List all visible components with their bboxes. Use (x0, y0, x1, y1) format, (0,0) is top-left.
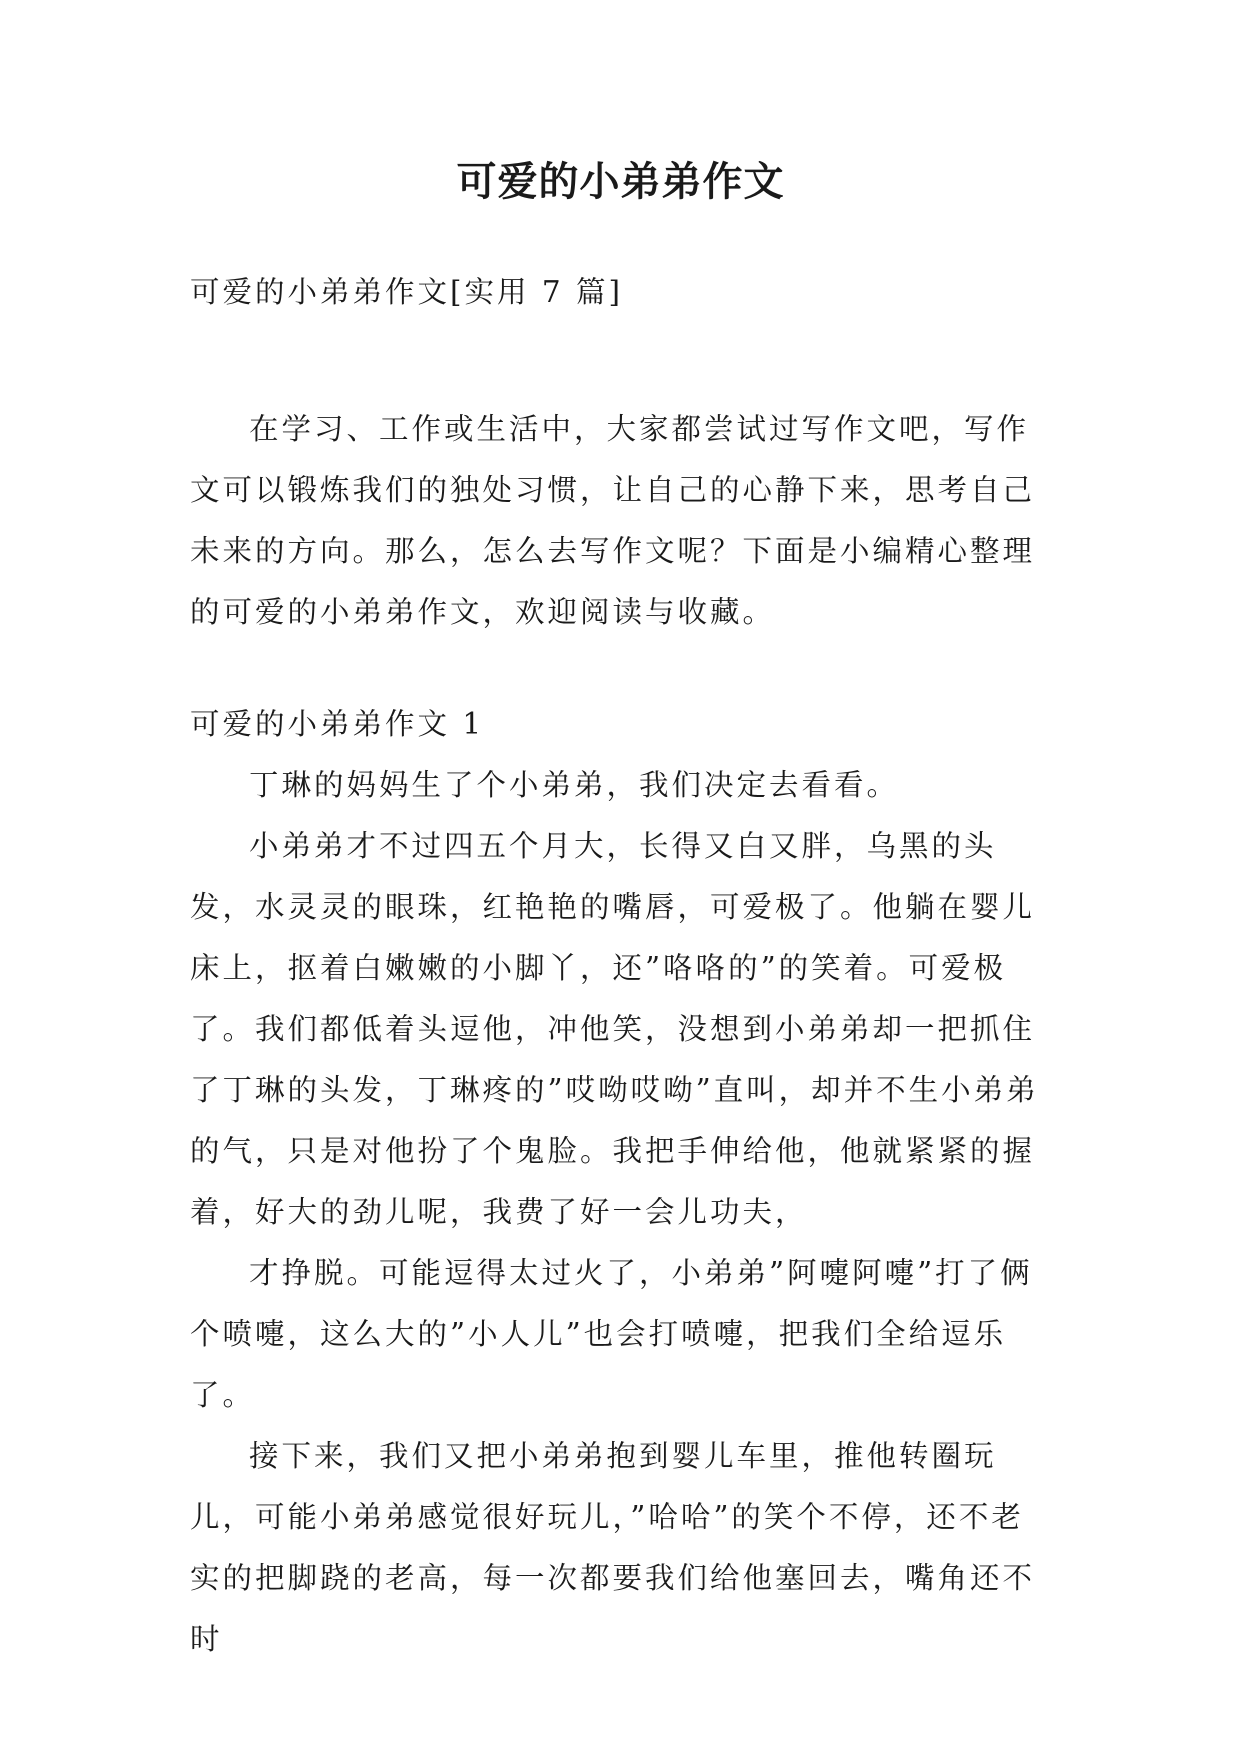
essay-1-section (190, 694, 1050, 1670)
intro-section (190, 399, 1050, 643)
document-subtitle: 可爱的小弟弟作文[实用 7 篇] (190, 275, 624, 309)
essay-1-paragraph-4: 接下来，我们又把小弟弟抱到婴儿车里，推他转圈玩儿，可能小弟弟感觉很好玩儿，”哈哈”的笑个不停，还不老实的把脚跷的老高，每一次都要我们给他塞回去，嘴角还不时 (190, 1439, 1036, 1656)
essay-1-paragraph-3: 才挣脱。可能逗得太过火了，小弟弟”阿嚏阿嚏”打了俩个喷嚏，这么大的”小人儿”也会打喷嚏，把我们全给逗乐了。 (190, 1256, 1033, 1412)
intro-paragraph: 在学习、工作或生活中，大家都尝试过写作文吧，写作文可以锻炼我们的独处习惯，让自己的心静下来，思考自己未来的方向。那么，怎么去写作文呢？下面是小编精心整理的可爱的小弟弟作文，欢迎阅读与收藏。 (190, 412, 1036, 629)
essay-1-paragraph-2: 小弟弟才不过四五个月大，长得又白又胖，乌黑的头发，水灵灵的眼珠，红艳艳的嘴唇，可爱极了。他躺在婴儿床上，抠着白嫩嫩的小脚丫，还”咯咯的”的笑着。可爱极了。我们都低着头逗他，冲他笑，没想到小弟弟却一把抓住了丁琳的头发，丁琳疼的”哎呦哎呦”直叫，却并不生小弟弟的气，只是对他扮了个鬼脸。我把手伸给他，他就紧紧的握着，好大的劲儿呢，我费了好一会儿功夫， (190, 829, 1039, 1229)
page-title: 可爱的小弟弟作文 (456, 158, 785, 205)
essay-1-paragraph-1: 丁琳的妈妈生了个小弟弟，我们决定去看看。 (249, 768, 900, 802)
essay-1-heading: 可爱的小弟弟作文 1 (190, 707, 485, 741)
